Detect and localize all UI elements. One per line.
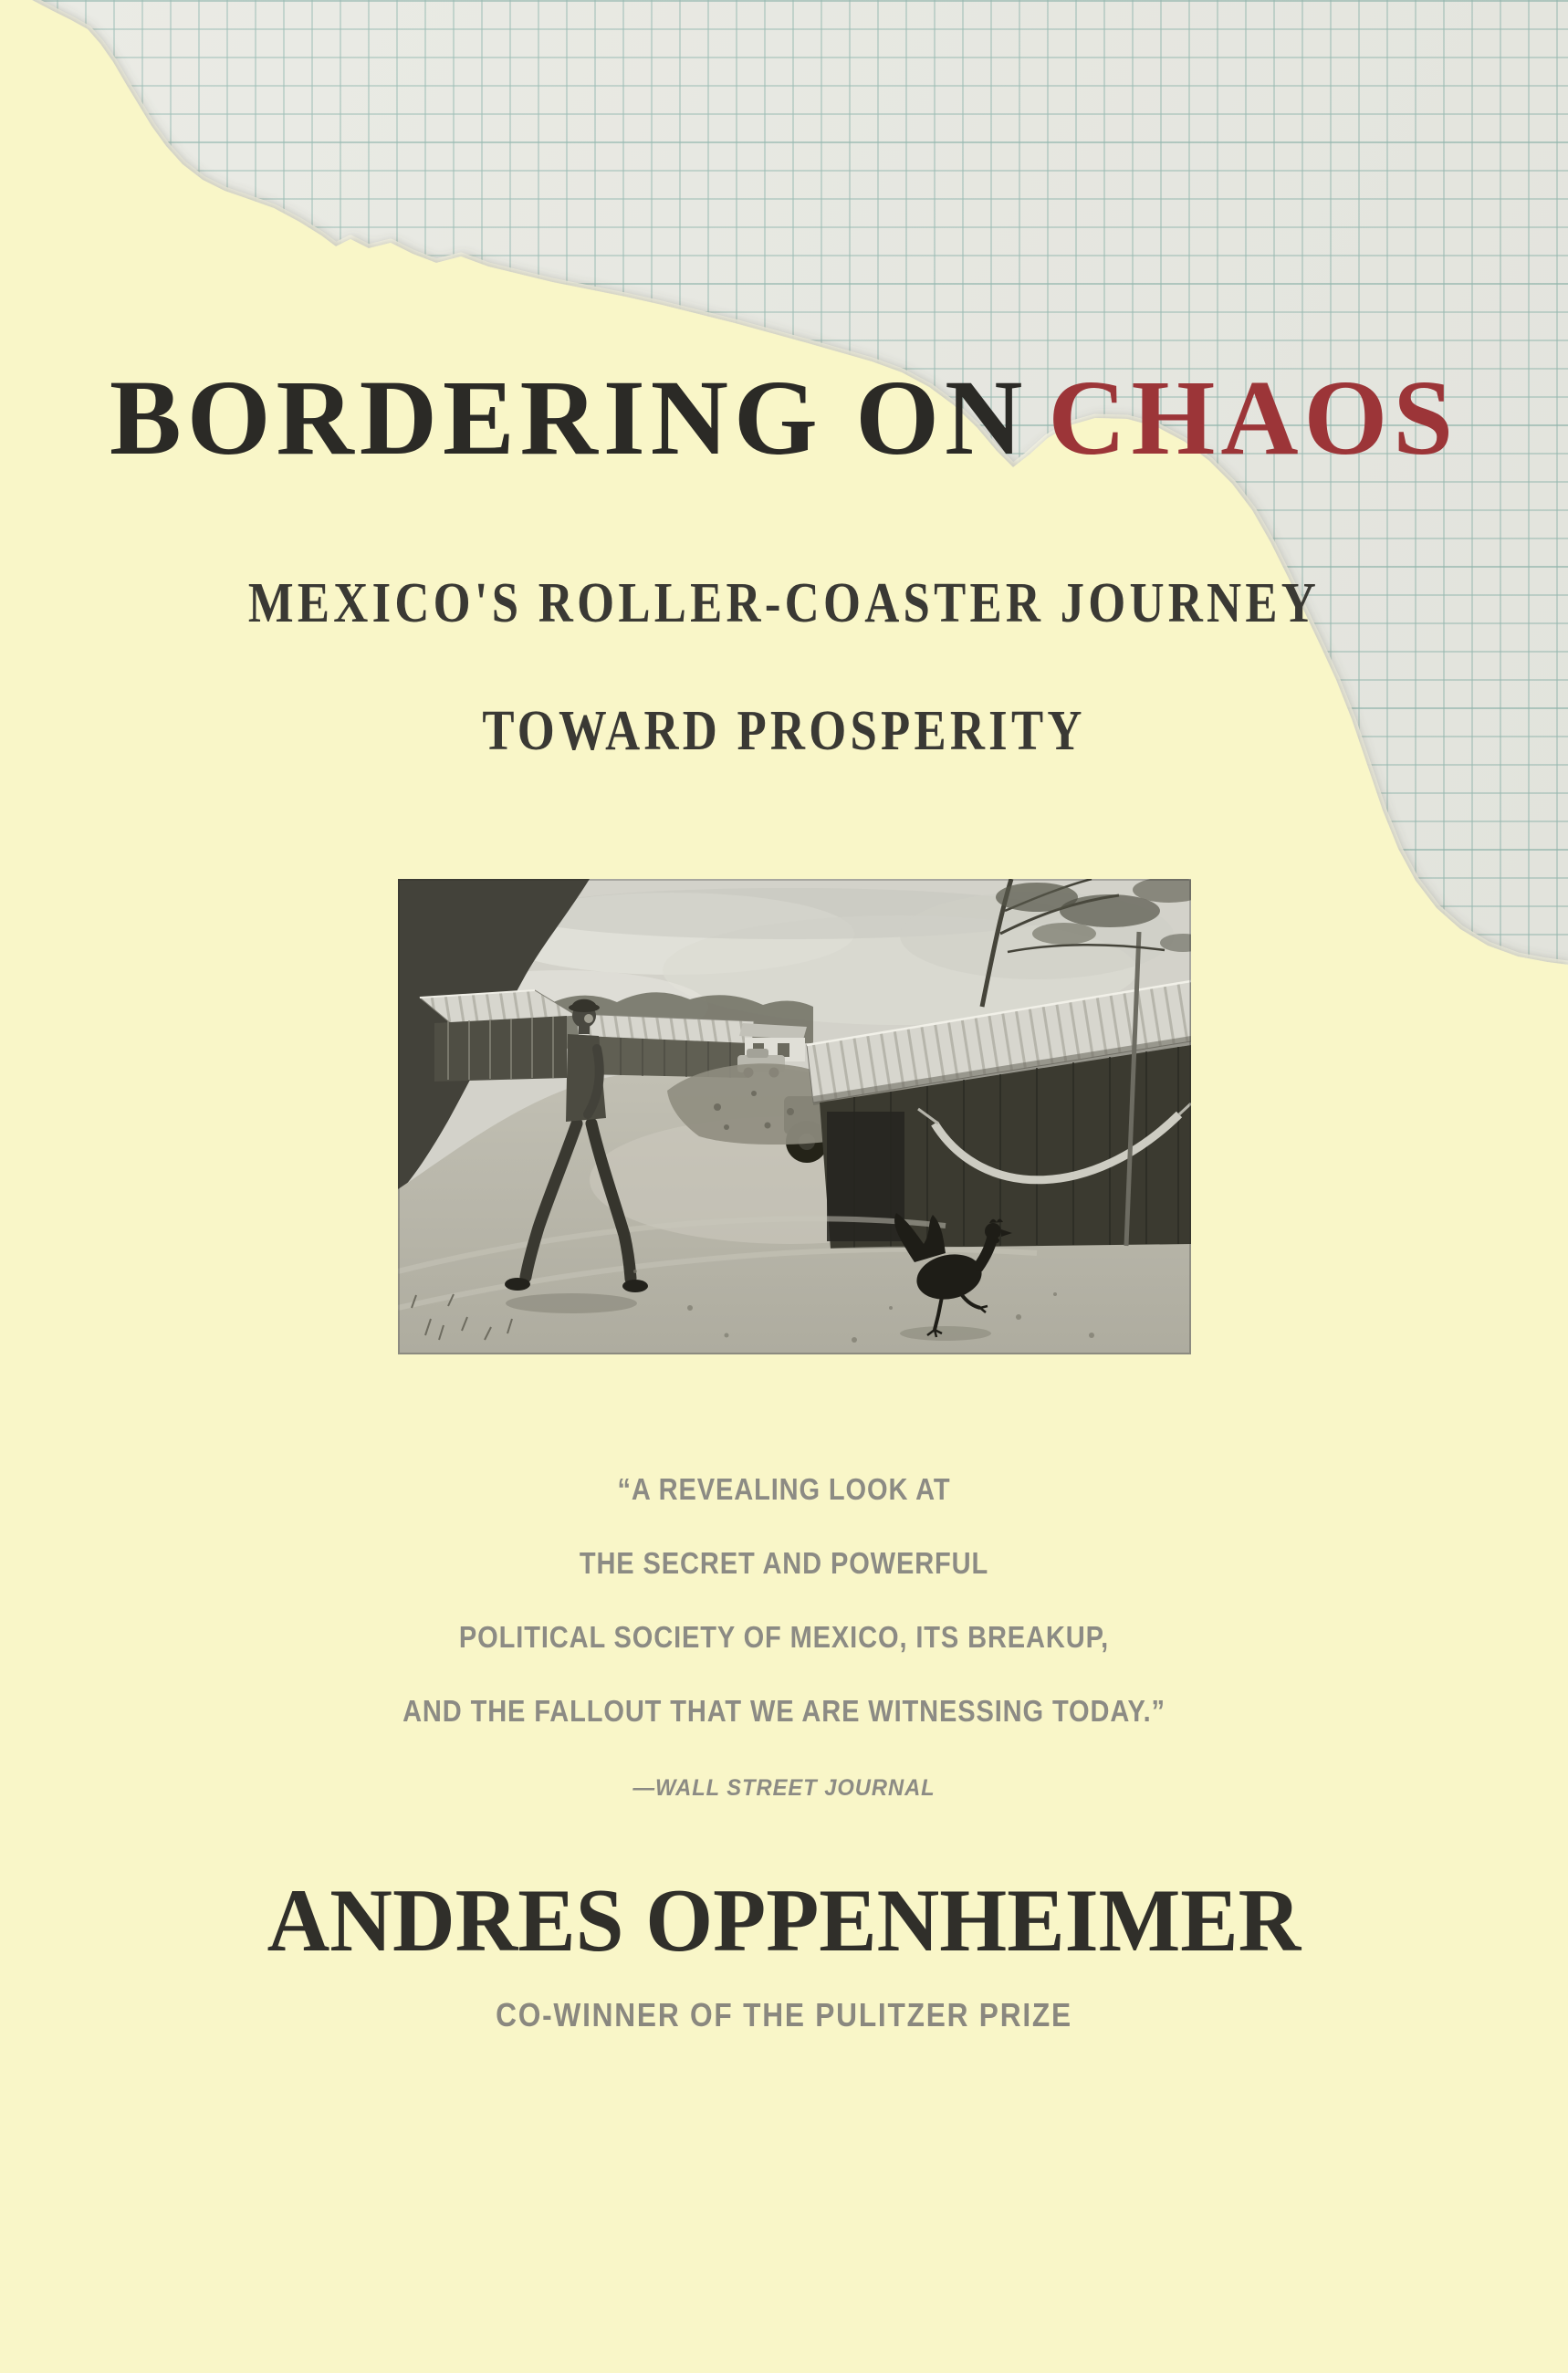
photo-left-hut [420, 990, 577, 1082]
title-main-text: BORDERING ON [110, 358, 1029, 477]
quote-line-4: AND THE FALLOUT THAT WE ARE WITNESSING TODAY.” [402, 1694, 1166, 1728]
quote-line-1: “A REVEALING LOOK AT [617, 1472, 951, 1506]
title-accent-text: CHAOS [1048, 358, 1458, 477]
author-credential: CO-WINNER OF THE PULITZER PRIZE [496, 1996, 1072, 2033]
quote-attribution: —WALL STREET JOURNAL [632, 1775, 936, 1801]
subtitle-line-1: MEXICO'S ROLLER-COASTER JOURNEY [247, 572, 1321, 634]
cover-photo [398, 879, 1191, 1354]
subtitle-line-2: TOWARD PROSPERITY [482, 700, 1086, 762]
book-title [0, 358, 1568, 477]
quote-line-2: THE SECRET AND POWERFUL [579, 1546, 989, 1580]
quote-line-3: POLITICAL SOCIETY OF MEXICO, ITS BREAKUP, [458, 1620, 1110, 1654]
author-name: ANDRES OPPENHEIMER [267, 1871, 1301, 1971]
